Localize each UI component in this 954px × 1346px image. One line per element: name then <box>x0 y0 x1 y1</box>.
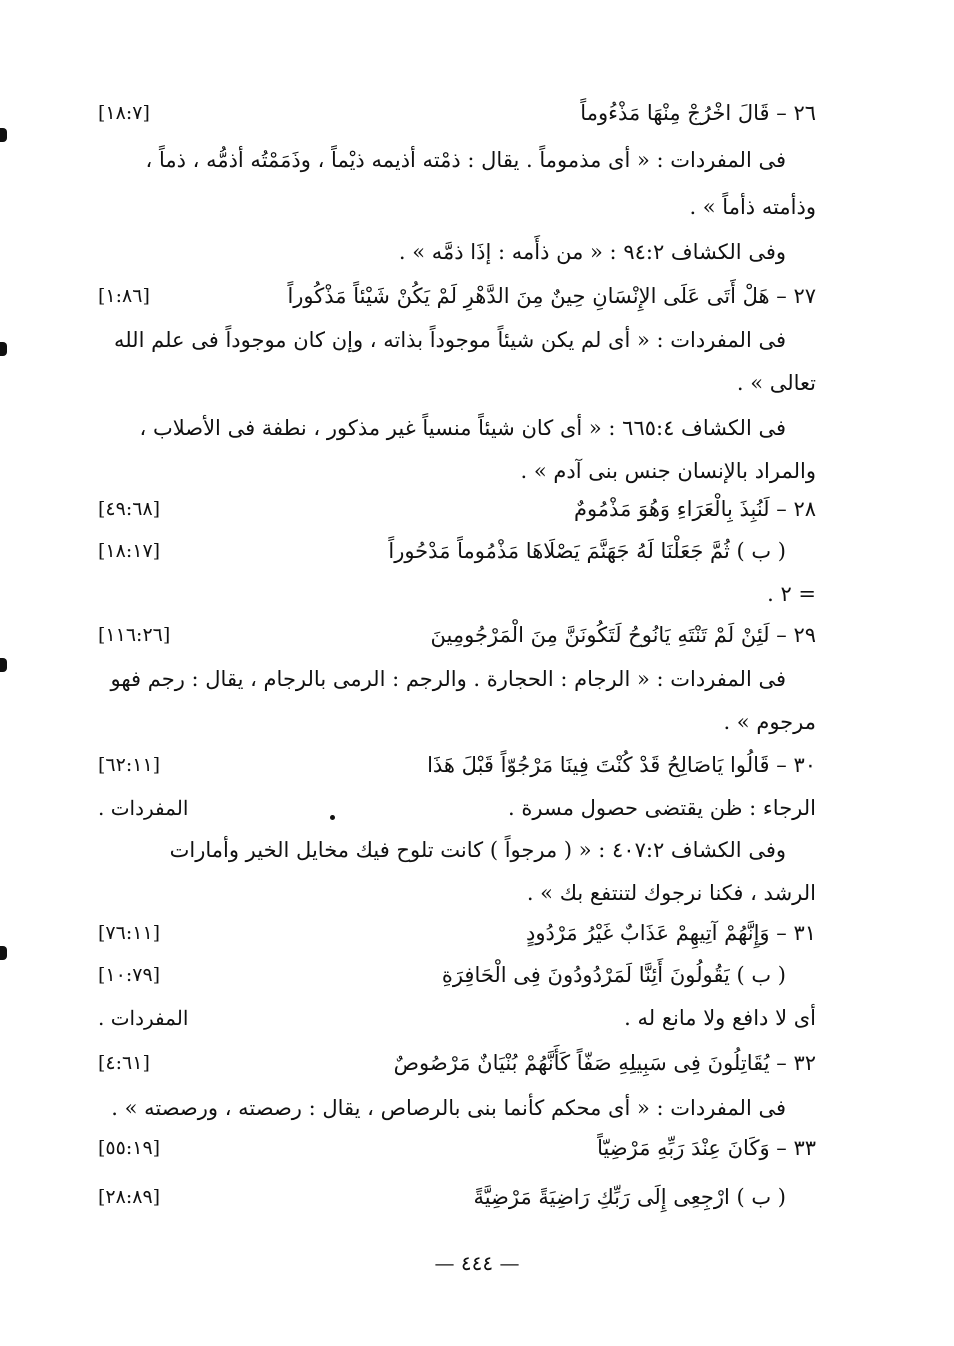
entry-33b-verse: ( ب ) ارْجِعِى إِلَى رَبِّكِ رَاضِيَةً مَرْضِيَّةً <box>473 1185 786 1209</box>
commentary-line: الرجاء : ظن يقتضى حصول مسرة . <box>508 796 816 820</box>
entry-28b-verse: ( ب ) ثُمَّ جَعَلْنَا لَهُ جَهَنَّمَ يَصْلَاهَا مَذْمُوماً مَدْحُوراً <box>388 539 786 563</box>
ink-speck <box>330 815 335 820</box>
commentary-line: وفى الكشاف ٩٤:٢ : « من ذأَمه : إذَا ذمَّه » . <box>398 240 786 264</box>
source-label: المفردات . <box>98 796 189 820</box>
verse-reference: [١٨:٧] <box>98 102 150 124</box>
commentary-line: فى المفردات : « أى محكم كأنما بنى بالرصاص ، يقال : رصصته ، ورصصته » . <box>111 1096 786 1120</box>
entry-31-verse: ٣١ – وَإِنَّهُمْ آتِيهِمْ عَذَابٌ غَيْرُ مَرْدُودٍ <box>525 921 816 945</box>
margin-mark <box>0 128 7 142</box>
commentary-line: فى المفردات : « الرجام : الحجارة . والرجم : الرمى بالرجام ، يقال : رجم فهو <box>110 667 786 691</box>
entry-26-verse: ٢٦ – قَالَ اخْرُجْ مِنْهَا مَذْءُوماً <box>580 101 816 125</box>
entry-30-verse: ٣٠ – قَالُوا يَاصَالِحُ قَدْ كُنْتَ فِينَا مَرْجُوّاً قَبْلَ هَذَا <box>427 753 816 777</box>
verse-reference: [٢٨:٨٩] <box>98 1186 161 1208</box>
commentary-line: والمراد بالإنسان جنس بنى آدم » . <box>520 459 816 483</box>
entry-29-verse: ٢٩ – لَئِنْ لَمْ تَنْتَهِ يَانُوحُ لَتَكُونَنَّ مِنَ الْمَرْجُومِينَ <box>430 623 816 647</box>
verse-reference: [٤٩:٦٨] <box>98 498 161 520</box>
source-label: المفردات . <box>98 1006 189 1030</box>
verse-reference: [٤:٦١] <box>98 1052 150 1074</box>
verse-reference: [١٠:٧٩] <box>98 964 161 986</box>
entry-27-verse: ٢٧ – هَلْ أَتَى عَلَى الإِنْسَانِ حِينٌ مِنَ الدَّهْرِ لَمْ يَكُنْ شَيْئاً مَذْكُوراً <box>287 284 816 308</box>
margin-mark <box>0 342 7 356</box>
page-number: — ٤٤٤ — <box>434 1251 520 1275</box>
entry-32-verse: ٣٢ – يُقَاتِلُونَ فِى سَبِيلِهِ صَفّاً كَأَنَّهُمْ بُنْيَانٌ مَرْصُوصٌ <box>393 1051 816 1075</box>
entry-33-verse: ٣٣ – وَكَانَ عِنْدَ رَبِّهِ مَرْضِيّاً <box>597 1136 816 1160</box>
commentary-line: فى المفردات : « أى لم يكن شيئاً موجوداً بذاته ، وإن كان موجوداً فى علم الله <box>113 328 786 352</box>
verse-reference: [٦٢:١١] <box>98 754 161 776</box>
commentary-line: = ٢ . <box>767 582 816 606</box>
verse-reference: [١١٦:٢٦] <box>98 624 171 646</box>
verse-reference: [٥٥:١٩] <box>98 1137 161 1159</box>
commentary-line: فى الكشاف ٦٦٥:٤ : « أى كان شيئاً منسياً غير مذكور ، نطفة فى الأصلاب ، <box>139 416 786 440</box>
commentary-line: وذأمته ذأماً » . <box>689 195 816 219</box>
commentary-line: تعالى » . <box>736 371 816 395</box>
commentary-line: أى لا دافع ولا مانع له . <box>624 1006 816 1030</box>
entry-31b-verse: ( ب ) يَقُولُونَ أَئِنَّا لَمَرْدُودُونَ فِى الْحَافِرَةِ <box>441 963 786 987</box>
verse-reference: [١٨:١٧] <box>98 540 161 562</box>
commentary-line: فى المفردات : « أى مذموماً . يقال : ذمْته أذيمه ذيْماً ، وذَمَمْتُه أذمُّه ، ذماً ، <box>145 148 786 172</box>
margin-mark <box>0 658 7 672</box>
commentary-line: الرشد ، فكنا نرجوك لتنتفع بك » . <box>526 881 816 905</box>
commentary-line: مرجوم » . <box>723 710 816 734</box>
commentary-line: وفى الكشاف ٤٠٧:٢ : « ( مرجواً ) كانت تلوح فيك مخايل الخير وأمارات <box>169 838 786 862</box>
margin-mark <box>0 946 7 960</box>
verse-reference: [١:٨٦] <box>98 285 150 307</box>
verse-reference: [٧٦:١١] <box>98 922 161 944</box>
entry-28-verse: ٢٨ – لَنُبِذَ بِالْعَرَاءِ وَهُوَ مَذْمُومٌ <box>573 497 816 521</box>
